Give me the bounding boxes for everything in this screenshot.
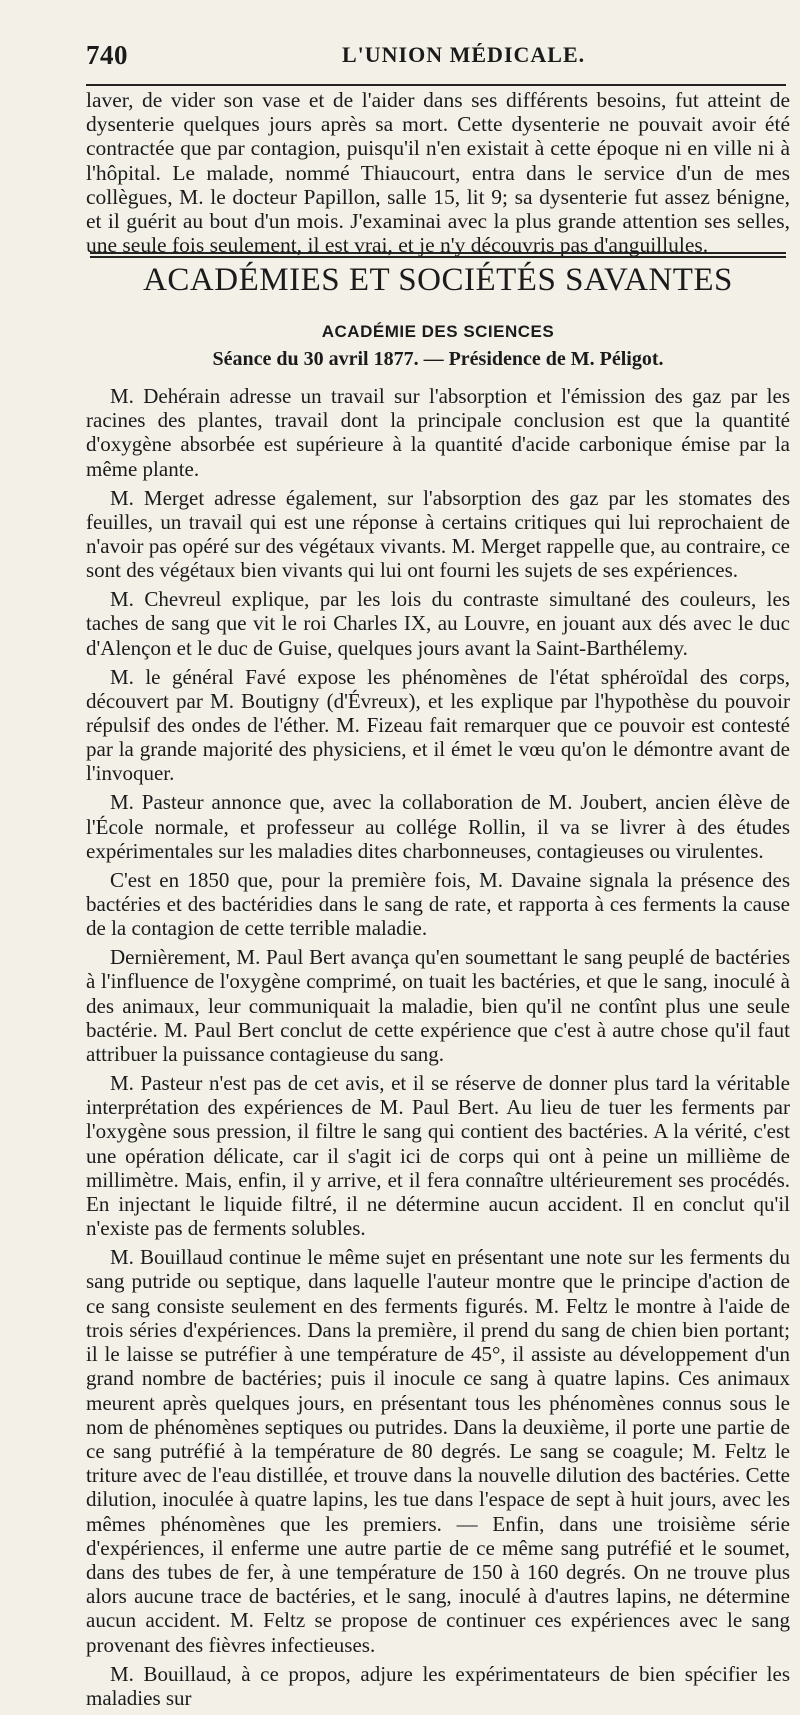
session-line: Séance du 30 avril 1877. — Présidence de M. Péligot. <box>212 348 664 370</box>
intro-block <box>86 88 790 257</box>
academy-title: ACADÉMIE DES SCIENCES <box>321 322 555 341</box>
running-head <box>0 36 800 76</box>
paragraph: M. Pasteur n'est pas de cet avis, et il se réserve de donner plus tard la véritable interprétation des expériences de M. Paul Bert. Au lieu de tuer les ferments par l'oxygène sous pression, il filtre le sang qui contient des bactéries. A la vérité, c'est une opération délicate, car il s'agit ici de corps qui ont à peine un millième de millimètre. Mais, enfin, il y arrive, et il fera connaître ultérieurement ses procédés. En injectant le liquide filtré, il ne détermine aucun accident. Il en conclut qu'il n'existe pas de ferments solubles. <box>86 1071 790 1241</box>
intro-paragraph: laver, de vider son vase et de l'aider dans ses différents besoins, fut atteint de dysenterie quelques jours après sa mort. Cette dysenterie ne pouvait avoir été contractée que par contagion, puisqu'il n'en existait à cette époque ni en ville ni à l'hôpital. Le malade, nommé Thiaucourt, entra dans le service d'un de mes collègues, M. le docteur Papillon, salle 15, lit 9; sa dysenterie fut assez bénigne, et il guérit au bout d'un mois. J'examinai avec la plus grande attention ses selles, une seule fois seulement, il est vrai, et je n'y découvris pas d'anguillules. <box>86 88 790 258</box>
paragraph: M. Bouillaud continue le même sujet en présentant une note sur les ferments du sang putride ou septique, dans laquelle l'auteur montre que le principe d'action de ce sang consiste seulement en des ferments figurés. M. Feltz le montre à l'aide de trois séries d'expériences. Dans la première, il prend du sang de chien bien portant; il le laisse se putréfier à une température de 45°, il assiste au développement d'un grand nombre de bactéries; puis il inocule ce sang à quatre lapins. Ces animaux meurent après quelques jours, en présentant tous les phénomènes connus sous le nom de phénomènes septiques ou putrides. Dans la deuxième, il porte une partie de ce sang putréfié à la température de 80 degrés. Le sang se coagule; M. Feltz le triture avec de l'eau distillée, et trouve dans la nouvelle dilution des bactéries. Cette dilution, inoculée à quatre lapins, les tue dans l'espace de sept à huit jours, avec les mêmes phénomènes que les premiers. — Enfin, dans une troisième série d'expériences, il enferme une autre partie de ce même sang putréfié et le soumet, dans des tubes de fer, à une température de 150 à 160 degrés. On ne trouve plus alors aucune trace de bactéries, et le sang, inoculé à d'autres lapins, ne détermine aucun accident. M. Feltz se propose de continuer ces expériences avec le sang provenant des fièvres infectieuses. <box>86 1245 790 1657</box>
page-number: 740 <box>86 40 128 70</box>
paragraph: M. Dehérain adresse un travail sur l'absorption et l'émission des gaz par les racines des plantes, travail dont la principale conclusion est que la quantité d'oxygène absorbée est supérieure à la quantité d'acide carbonique émise par la même plante. <box>86 384 790 481</box>
journal-title: L'UNION MÉDICALE. <box>342 42 586 67</box>
paragraph: Dernièrement, M. Paul Bert avança qu'en soumettant le sang peuplé de bactéries à l'influence de l'oxygène comprimé, on tuait les bactéries, et que le sang, inoculé à des animaux, leur communiquait la maladie, bien qu'il ne contînt plus une seule bactérie. M. Paul Bert conclut de cette expérience que c'est à autre chose qu'il faut attribuer la puissance contagieuse du sang. <box>86 945 790 1067</box>
section-title: ACADÉMIES ET SOCIÉTÉS SAVANTES <box>143 262 733 298</box>
paragraph: M. Chevreul explique, par les lois du contraste simultané des couleurs, les taches de sang que vit le roi Charles IX, au Louvre, en jouant aux dés avec le duc d'Alençon et le duc de Guise, quelques jours avant la Saint-Barthélemy. <box>86 587 790 660</box>
article-body <box>86 384 790 1715</box>
paragraph: M. Bouillaud, à ce propos, adjure les expérimentateurs de bien spécifier les maladies sur <box>86 1661 790 1710</box>
section-divider <box>90 252 786 258</box>
paragraph: C'est en 1850 que, pour la première fois, M. Davaine signala la présence des bactéries et des bactéridies dans le sang de rate, et rapporta à ces ferments la cause de la contagion de cette terrible maladie. <box>86 867 790 941</box>
paragraph: M. Pasteur annonce que, avec la collaboration de M. Joubert, ancien élève de l'École normale, et professeur au collége Rollin, il va se livrer à des études expérimentales sur les maladies dites charbonneuses, contagieuses ou virulentes. <box>86 790 790 863</box>
paragraph: M. Merget adresse également, sur l'absorption des gaz par les stomates des feuilles, un travail qui est une réponse à certains critiques qui lui reprochaient de n'avoir pas opéré sur des végétaux vivants. M. Merget rappelle que, au contraire, ce sont des végétaux bien vivants qui lui ont fourni les sujets de ses expériences. <box>86 485 790 583</box>
header-rule <box>86 84 786 86</box>
paragraph: M. le général Favé expose les phénomènes de l'état sphéroïdal des corps, découvert par M. Boutigny (d'Évreux), et les explique par l'hypothèse du pouvoir répulsif des ondes de l'éther. M. Fizeau fait remarquer que ce pouvoir est contesté par la grande majorité des physiciens, et il émet le vœu qu'on le démontre avant de l'invoquer. <box>86 664 790 786</box>
